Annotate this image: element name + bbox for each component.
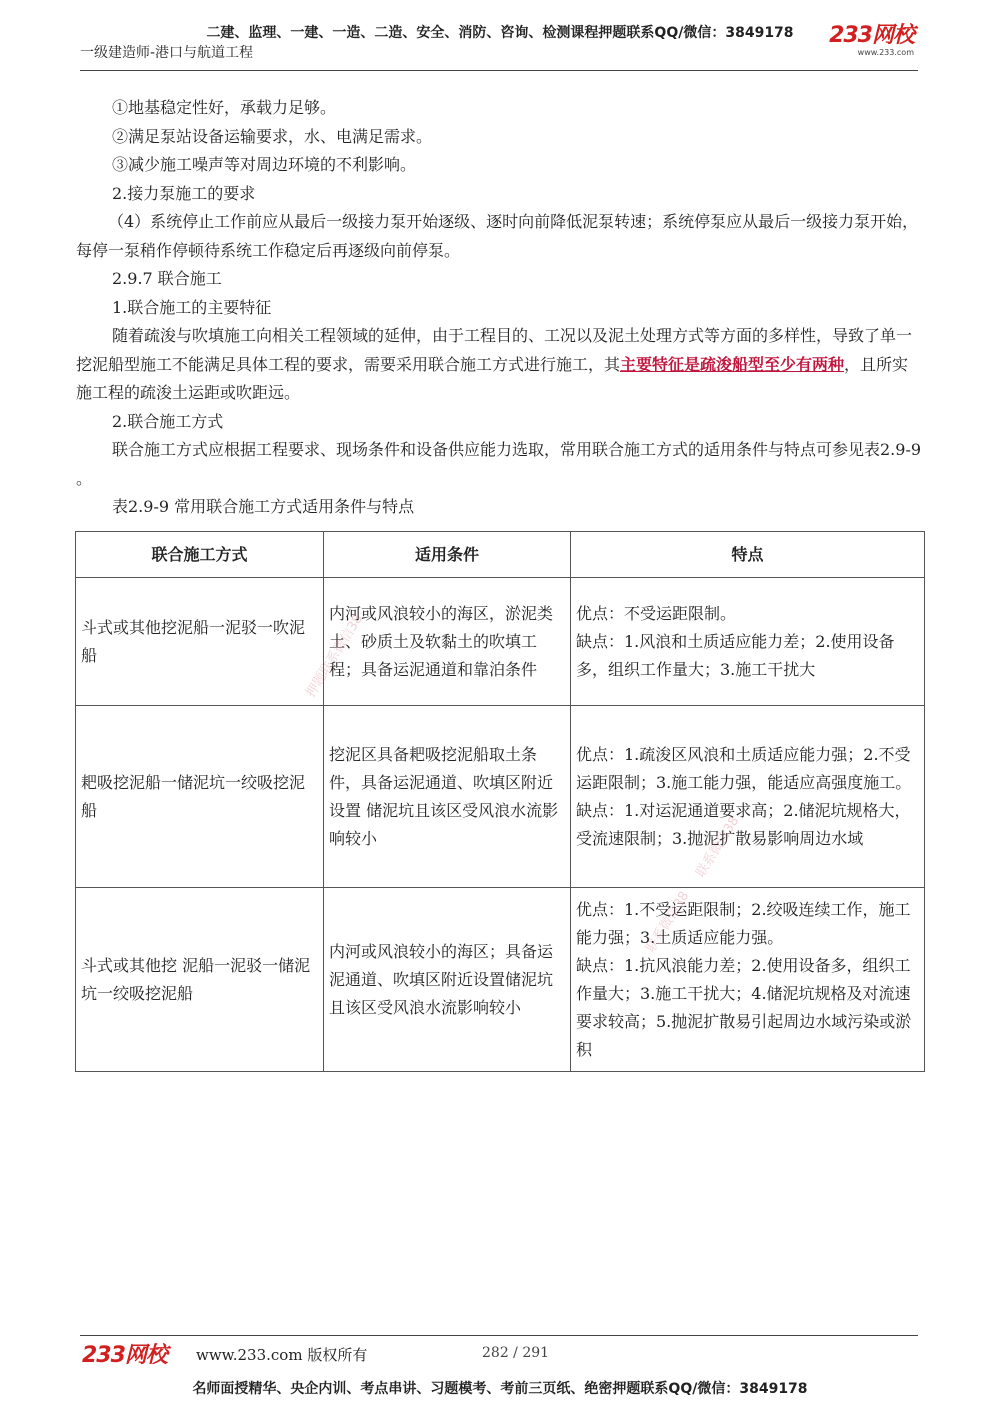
watermark: 押题联系微信38 <box>303 611 367 701</box>
page-number: 282 / 291 <box>482 1345 550 1361</box>
table-cell-method: 斗式或其他挖 泥船一泥驳一储泥坑一绞吸挖泥船 <box>76 888 324 1072</box>
paragraph-8-text-a: 随着疏浚与吹填施工向相关工程领域的延伸，由于工程目的、工况以及泥土处理方式等方面的多样性，导致了单一挖泥船型施工不能满足具体工程的要求，需要采用联合施工方式进行施工，其 <box>76 326 913 374</box>
features-pros: 优点：1.不受运距限制；2.绞吸连续工作，施工能力强；3.土质适应能力强。 <box>576 899 911 947</box>
table-cell-method: 斗式或其他挖泥船一泥驳一吹泥船 <box>76 578 324 706</box>
watermark: 联系微信38 <box>643 888 693 956</box>
paragraph-8-text-b: ，且所实施工程的疏浚土运距或吹距远。 <box>76 354 909 402</box>
features-cons: 缺点：1.风浪和土质适应能力差；2.使用设备多，组织工作量大；3.施工干扰大 <box>576 631 895 679</box>
footer-logo: 233网校 <box>82 1343 167 1368</box>
table-cell-features <box>571 706 925 888</box>
header-divider <box>80 70 918 71</box>
table-header-method: 联合施工方式 <box>76 532 324 578</box>
header-subtitle: 一级建造师-港口与航道工程 <box>80 45 254 61</box>
joint-construction-table <box>75 531 925 1072</box>
table-header-features: 特点 <box>571 532 925 578</box>
header-logo <box>829 24 914 58</box>
paragraph-5: （4）系统停止工作前应从最后一级接力泵开始逐级、逐时向前降低泥泵转速；系统停泵应从最后一级接力泵开始，每停一泵稍作停顿待系统工作稳定后再逐级向前停泵。 <box>76 212 919 260</box>
document-body <box>76 94 924 522</box>
logo-url: www.233.com <box>857 48 914 57</box>
paragraph-10: 联合施工方式应根据工程要求、现场条件和设备供应能力选取，常用联合施工方式的适用条件与特点可参见表2.9-9 。 <box>76 440 922 488</box>
highlight-key-feature: 主要特征是疏浚船型至少有两种 <box>620 354 845 374</box>
table-cell-condition: 内河或风浪较小的海区；具备运泥通道、吹填区附近设置储泥坑且该区受风浪水流影响较小 <box>324 888 571 1072</box>
logo-text: 233网校 <box>829 23 914 48</box>
footer-copyright: www.233.com 版权所有 <box>196 1346 368 1364</box>
table-cell-features <box>571 888 925 1072</box>
table-cell-condition: 内河或风浪较小的海区，淤泥类土、砂质土及软黏土的吹填工程；具备运泥通道和靠泊条件 <box>324 578 571 706</box>
table-cell-condition: 挖泥区具备耙吸挖泥船取土条件，具备运泥通道、吹填区附近设置 储泥坑且该区受风浪水流影响较小 <box>324 706 571 888</box>
table-caption: 表2.9-9 常用联合施工方式适用条件与特点 <box>112 497 415 516</box>
footer-divider <box>80 1335 918 1336</box>
table-header-condition: 适用条件 <box>324 532 571 578</box>
footer-banner: 名师面授精华、央企内训、考点串讲、习题模考、考前三页纸、绝密押题联系QQ/微信：3849178 <box>192 1381 808 1397</box>
features-cons: 缺点：1.抗风浪能力差；2.使用设备多，组织工作量大；3.施工干扰大；4.储泥坑规格及对流速要求较高；5.抛泥扩散易引起周边水域污染或淤积 <box>576 955 912 1059</box>
watermark: 联系微信38 <box>693 813 743 881</box>
section-heading-2-9-7: 2.9.7 联合施工 <box>112 269 222 288</box>
paragraph-7: 1.联合施工的主要特征 <box>112 297 272 317</box>
features-cons: 缺点：1.对运泥通道要求高；2.储泥坑规格大， 受流速限制；3.抛泥扩散易影响周边水域 <box>576 800 911 848</box>
table-row <box>76 888 925 1072</box>
table-cell-method: 耙吸挖泥船一储泥坑一绞吸挖泥船 <box>76 706 324 888</box>
features-pros: 优点：不受运距限制。 <box>576 603 737 623</box>
paragraph-2: ②满足泵站设备运输要求，水、电满足需求。 <box>112 126 433 146</box>
table-row <box>76 706 925 888</box>
paragraph-9: 2.联合施工方式 <box>112 411 224 431</box>
header-banner: 二建、监理、一建、一造、二造、安全、消防、咨询、检测课程押题联系QQ/微信：3849178 <box>206 25 794 41</box>
paragraph-1: ①地基稳定性好，承载力足够。 <box>112 98 337 117</box>
paragraph-4: 2.接力泵施工的要求 <box>112 183 256 203</box>
paragraph-3: ③减少施工噪声等对周边环境的不利影响。 <box>112 155 417 174</box>
table-row <box>76 578 925 706</box>
table-cell-features <box>571 578 925 706</box>
table-header-row <box>76 532 925 578</box>
features-pros: 优点：1.疏浚区风浪和土质适应能力强；2.不受运距限制；3.施工能力强，能适应高强度施工。 <box>576 744 912 792</box>
paragraph-8 <box>76 322 924 408</box>
